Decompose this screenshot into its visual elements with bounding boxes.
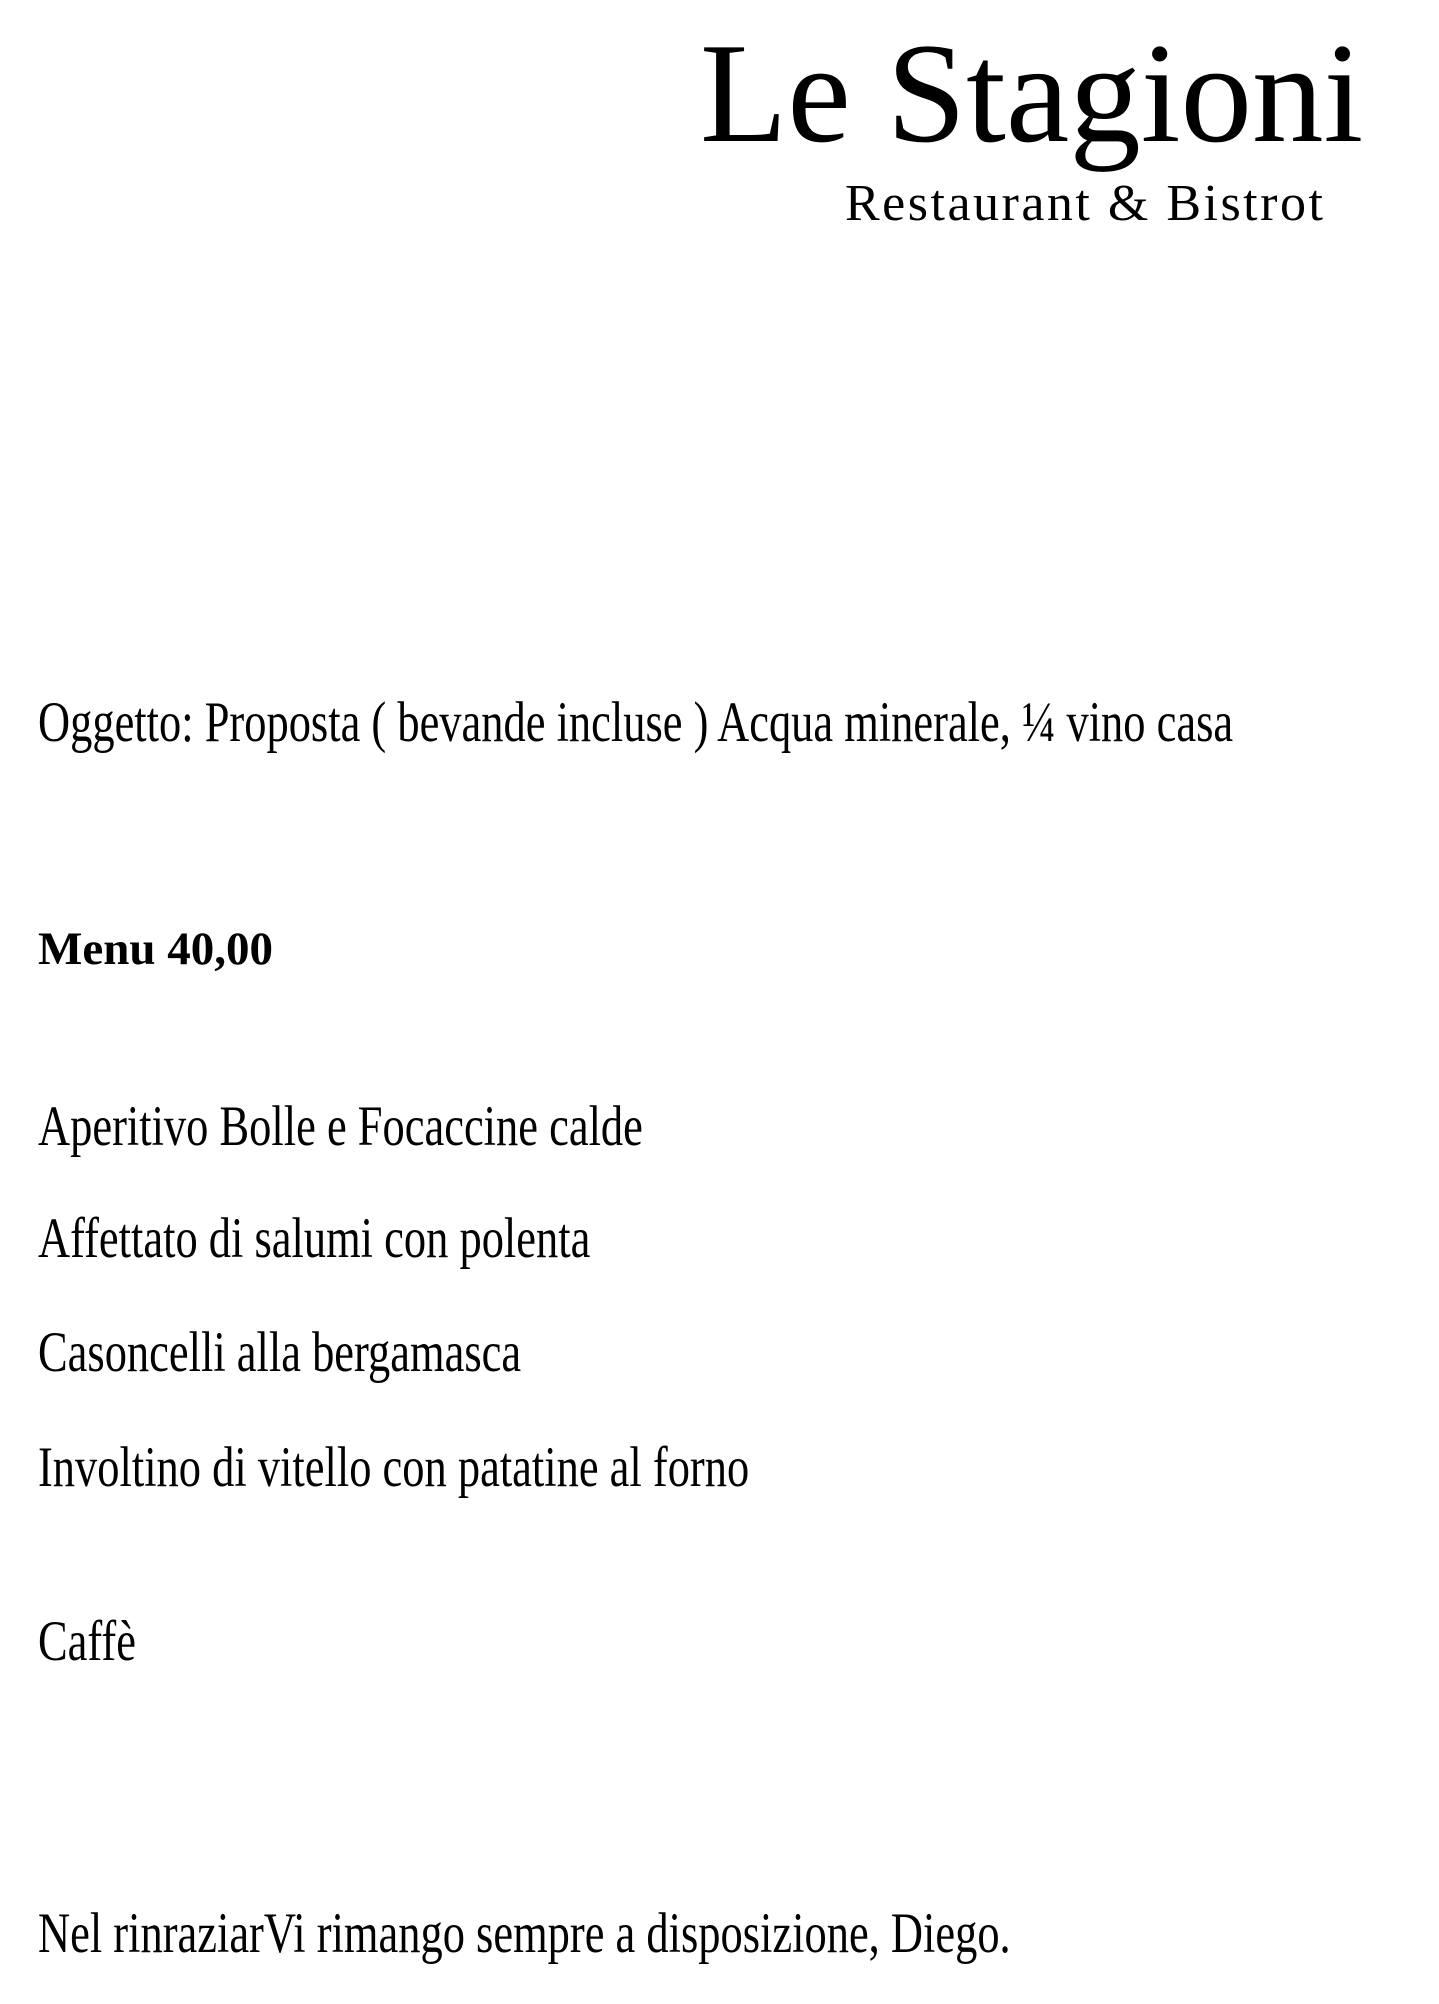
menu-item-caffe: Caffè (38, 1610, 136, 1673)
document-subtitle: Restaurant & Bistrot (845, 175, 1326, 232)
closing-line: Nel rinraziarVi rimango sempre a disposizione, Diego. (38, 1902, 1011, 1965)
menu-item-aperitivo: Aperitivo Bolle e Focaccine calde (38, 1095, 643, 1158)
menu-item-casoncelli: Casoncelli alla bergamasca (38, 1321, 522, 1384)
menu-item-affettato: Affettato di salumi con polenta (38, 1207, 591, 1270)
subject-line: Oggetto: Proposta ( bevande incluse ) Acqua minerale, ¼ vino casa (38, 691, 1234, 754)
document-title: Le Stagioni (700, 14, 1364, 172)
menu-item-involtino: Involtino di vitello con patatine al forno (38, 1436, 750, 1499)
menu-price-heading: Menu 40,00 (38, 923, 273, 975)
